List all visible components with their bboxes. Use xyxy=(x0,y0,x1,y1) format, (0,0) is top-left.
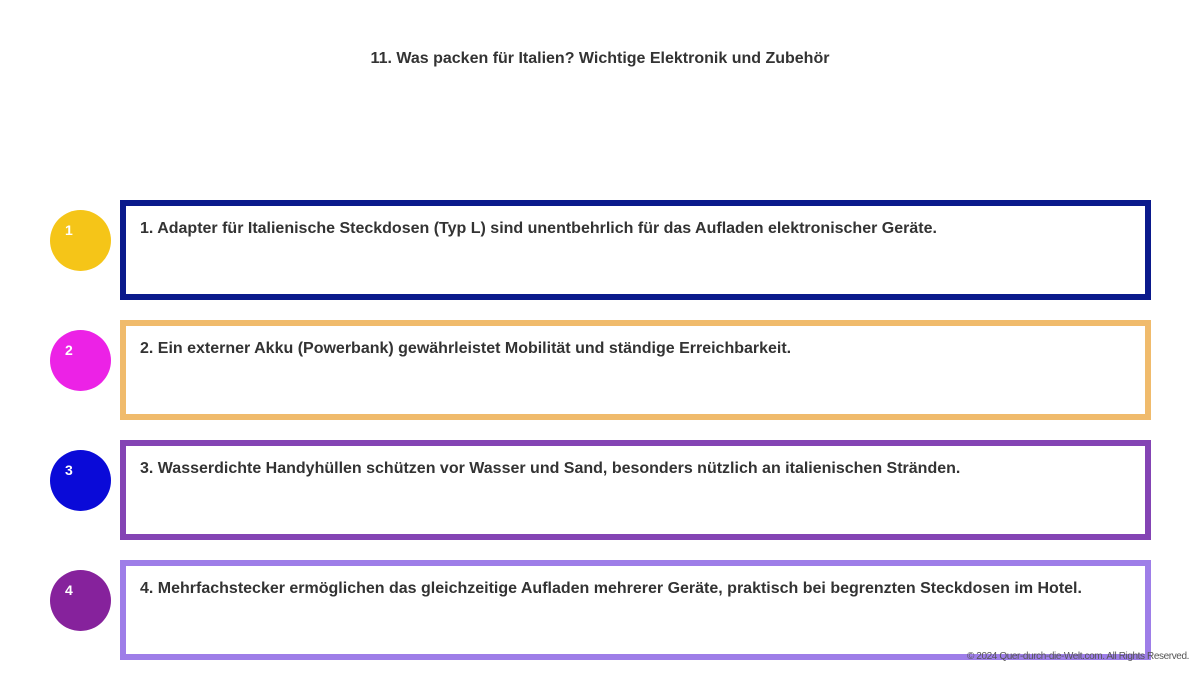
list-item xyxy=(0,200,1200,300)
number-badge xyxy=(50,450,111,511)
item-box xyxy=(120,320,1151,420)
badge-number: 4 xyxy=(65,582,73,598)
number-badge xyxy=(50,210,111,271)
item-box xyxy=(120,440,1151,540)
copyright-footer: © 2024 Quer-durch-die-Welt.com. All Rights Reserved. xyxy=(966,651,1189,662)
number-badge xyxy=(50,570,111,631)
badge-number: 2 xyxy=(65,342,73,358)
page-title: 11. Was packen für Italien? Wichtige Elektronik und Zubehör xyxy=(370,50,830,67)
item-box xyxy=(120,560,1151,660)
number-badge xyxy=(50,330,111,391)
list-item xyxy=(0,320,1200,420)
item-text: 4. Mehrfachstecker ermöglichen das gleichzeitige Aufladen mehrerer Geräte, praktisch bei begrenzten Steckdosen im Hotel. xyxy=(140,580,1082,597)
badge-number: 1 xyxy=(65,222,73,238)
item-text: 3. Wasserdichte Handyhüllen schützen vor Wasser und Sand, besonders nützlich an italienischen Stränden. xyxy=(140,460,961,477)
list-item xyxy=(0,560,1200,660)
item-text: 1. Adapter für Italienische Steckdosen (Typ L) sind unentbehrlich für das Aufladen elektronischer Geräte. xyxy=(140,220,937,237)
list-item xyxy=(0,440,1200,540)
item-box xyxy=(120,200,1151,300)
badge-number: 3 xyxy=(65,462,73,478)
item-text: 2. Ein externer Akku (Powerbank) gewährleistet Mobilität und ständige Erreichbarkeit. xyxy=(140,340,792,357)
